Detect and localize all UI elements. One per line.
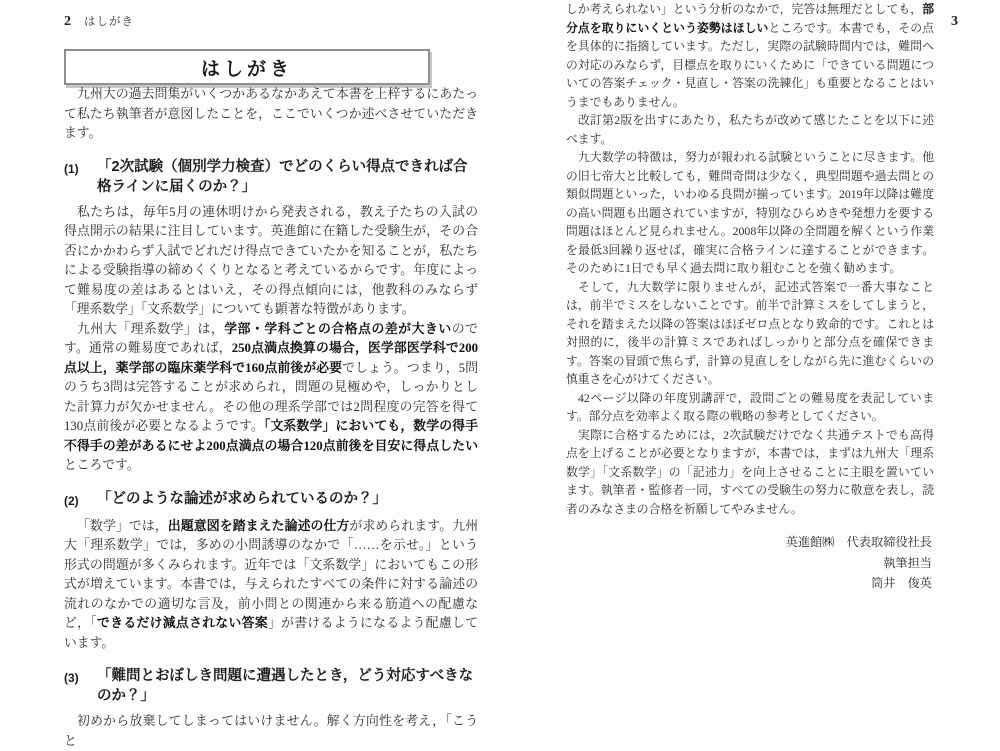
left-page xyxy=(64,0,478,751)
left-page-header xyxy=(64,13,478,30)
section-1-paragraph-1: 私たちは，毎年5月の連休明けから発表される，教え子たちの入試の得点開示の結果に注目しています。英進館に在籍した受験生が，その合否にかかわらず入試でどれだけ得点できていたかを知ることが，私たちによる受験指導の締めくくりとなると考えているからです。年度によって難易度の差はあるとはいえ，その得点傾向には，他教科のみならず「理系数学」「文系数学」についても顕著な特徴があります。 xyxy=(64,204,478,316)
section-2-heading xyxy=(64,489,478,511)
section-1-heading-text: 「2次試験（個別学力検査）でどのくらい得点できれば合格ラインに届くのか？」 xyxy=(97,158,468,195)
signature-line-role: 執筆担当 xyxy=(883,555,932,570)
section-2-number: (2) xyxy=(64,493,79,508)
paragraph-answer-advice: そして，九大数学に限りませんが，記述式答案で一番大事なことは，前半でミスをしないことです。前半で計算ミスをしてしまうと，それを踏まえた以降の答案はほぼゼロ点となり致命的です。これとは対照的に，後半の計算ミスであればしっかりと部分点を確保できます。答案の冒頭で焦らず，計算の見直しをしながら先に進むくらいの慎重さを心がけてください。 xyxy=(566,279,934,386)
intro-paragraph: 九州大の過去問集がいくつかあるなかあえて本書を上梓するにあたって私たち執筆者が意図したことを，ここでいくつか述べさせていただきます。 xyxy=(64,87,478,140)
section-3-heading-text: 「難問とおぼしき問題に遭遇したとき，どう対応すべきなのか？」 xyxy=(97,668,474,704)
section-1-paragraph-2: 九州大「理系数学」は，学部・学科ごとの合格点の差が大きいのです。通常の難易度であれば，250点満点換算の場合，医学部医学科で200点以上，薬学部の臨床薬学科で160点前後が必要でしょう。つまり，5問のうち3問は完答することが求められ，問題の見極めや，しっかりとした計算力が欠かせません。その他の理系学部では2問程度の完答を得て130点前後が必要となるようです。「文系数学」においても，数学の得手不得手の差があるにせよ200点満点の場合120点前後を目安に得点したいところです。 xyxy=(64,321,479,472)
signature-line-name: 筒井 俊英 xyxy=(871,576,932,590)
signature-block xyxy=(566,532,934,594)
section-2-paragraph-1: 「数学」では，出題意図を踏まえた論述の仕方が求められます。九州大「理系数学」では，多めの小問誘導のなかで「……を示せ。」という形式の問題が多くみられます。近年では「文系数学」においてもこの形式が増えています。本書では，与えられたすべての条件に対する論述の流れのなかでの適切な言及，前小問との関連から来る筋道への配慮など，「できるだけ減点されない答案」が書けるようになるよう配慮しています。 xyxy=(64,518,479,650)
continuation-paragraph: しか考えられない」という分析のなかで，完答は無理だとしても，部分点を取りにいくという姿勢はほしいところです。本書でも，その点を具体的に指摘しています。ただし，実際の試験時間内では，難問への対応のみならず，目標点を取りにいくために「できている問題についての答案チェック・見直し・答案の洗練化」も重要となることはいうまでもありません。 xyxy=(566,2,934,109)
section-3-paragraph-1: 初めから放棄してしまってはいけません。解く方向性を考え，「こうと xyxy=(64,714,478,748)
preface-title: はしがき xyxy=(200,58,293,80)
paragraph-revision-note: 改訂第2版を出すにあたり，私たちが改めて感じたことを以下に述べます。 xyxy=(566,113,934,146)
right-page xyxy=(566,0,934,594)
section-2-heading-text: 「どのような論述が求められているのか？」 xyxy=(97,490,387,507)
preface-title-box xyxy=(64,49,430,85)
right-folio: 3 xyxy=(951,14,958,29)
left-folio: 2 xyxy=(64,14,71,29)
paragraph-difficulty-guide: 42ページ以降の年度別講評で，設問ごとの難易度を表記しています。部分点を効率よく取る際の戦略の参考としてください。 xyxy=(566,390,934,423)
right-page-body xyxy=(566,0,934,594)
signature-line-company: 英進館㈱ 代表取締役社長 xyxy=(785,535,932,549)
section-3-number: (3) xyxy=(64,671,79,685)
paragraph-closing: 実際に合格するためには，2次試験だけでなく共通テストでも高得点を上げることが必要となりますが，本書では，まずは九州大「理系数学」「文系数学」の「記述力」を向上させることに主眼を置いています。執筆者・監修者一同，すべての受験生の努力に敬意を表し，読者のみなさまの合格を祈願してやみません。 xyxy=(566,427,934,516)
section-1-heading xyxy=(64,157,478,197)
section-3-heading xyxy=(64,666,478,706)
paragraph-kyudai-features: 九大数学の特徴は，努力が報われる試験ということに尽きます。他の旧七帝大と比較しても，難問奇問は少なく，典型問題や過去問との類似問題といった，いわゆる良問が揃っています。2019年以降は難度の高い問題も出題されていますが，特別なひらめきや発想力を要する問題はほとんど見られません。2008年以降の全問題を解くという作業を最低3回繰り返せば，確実に合格ラインに達することができます。そのために1日でも早く過去問に取り組むことを強く勧めます。 xyxy=(566,150,934,275)
running-title: はしがき xyxy=(84,16,134,28)
section-1-number: (1) xyxy=(64,161,79,176)
left-page-body xyxy=(64,85,478,751)
